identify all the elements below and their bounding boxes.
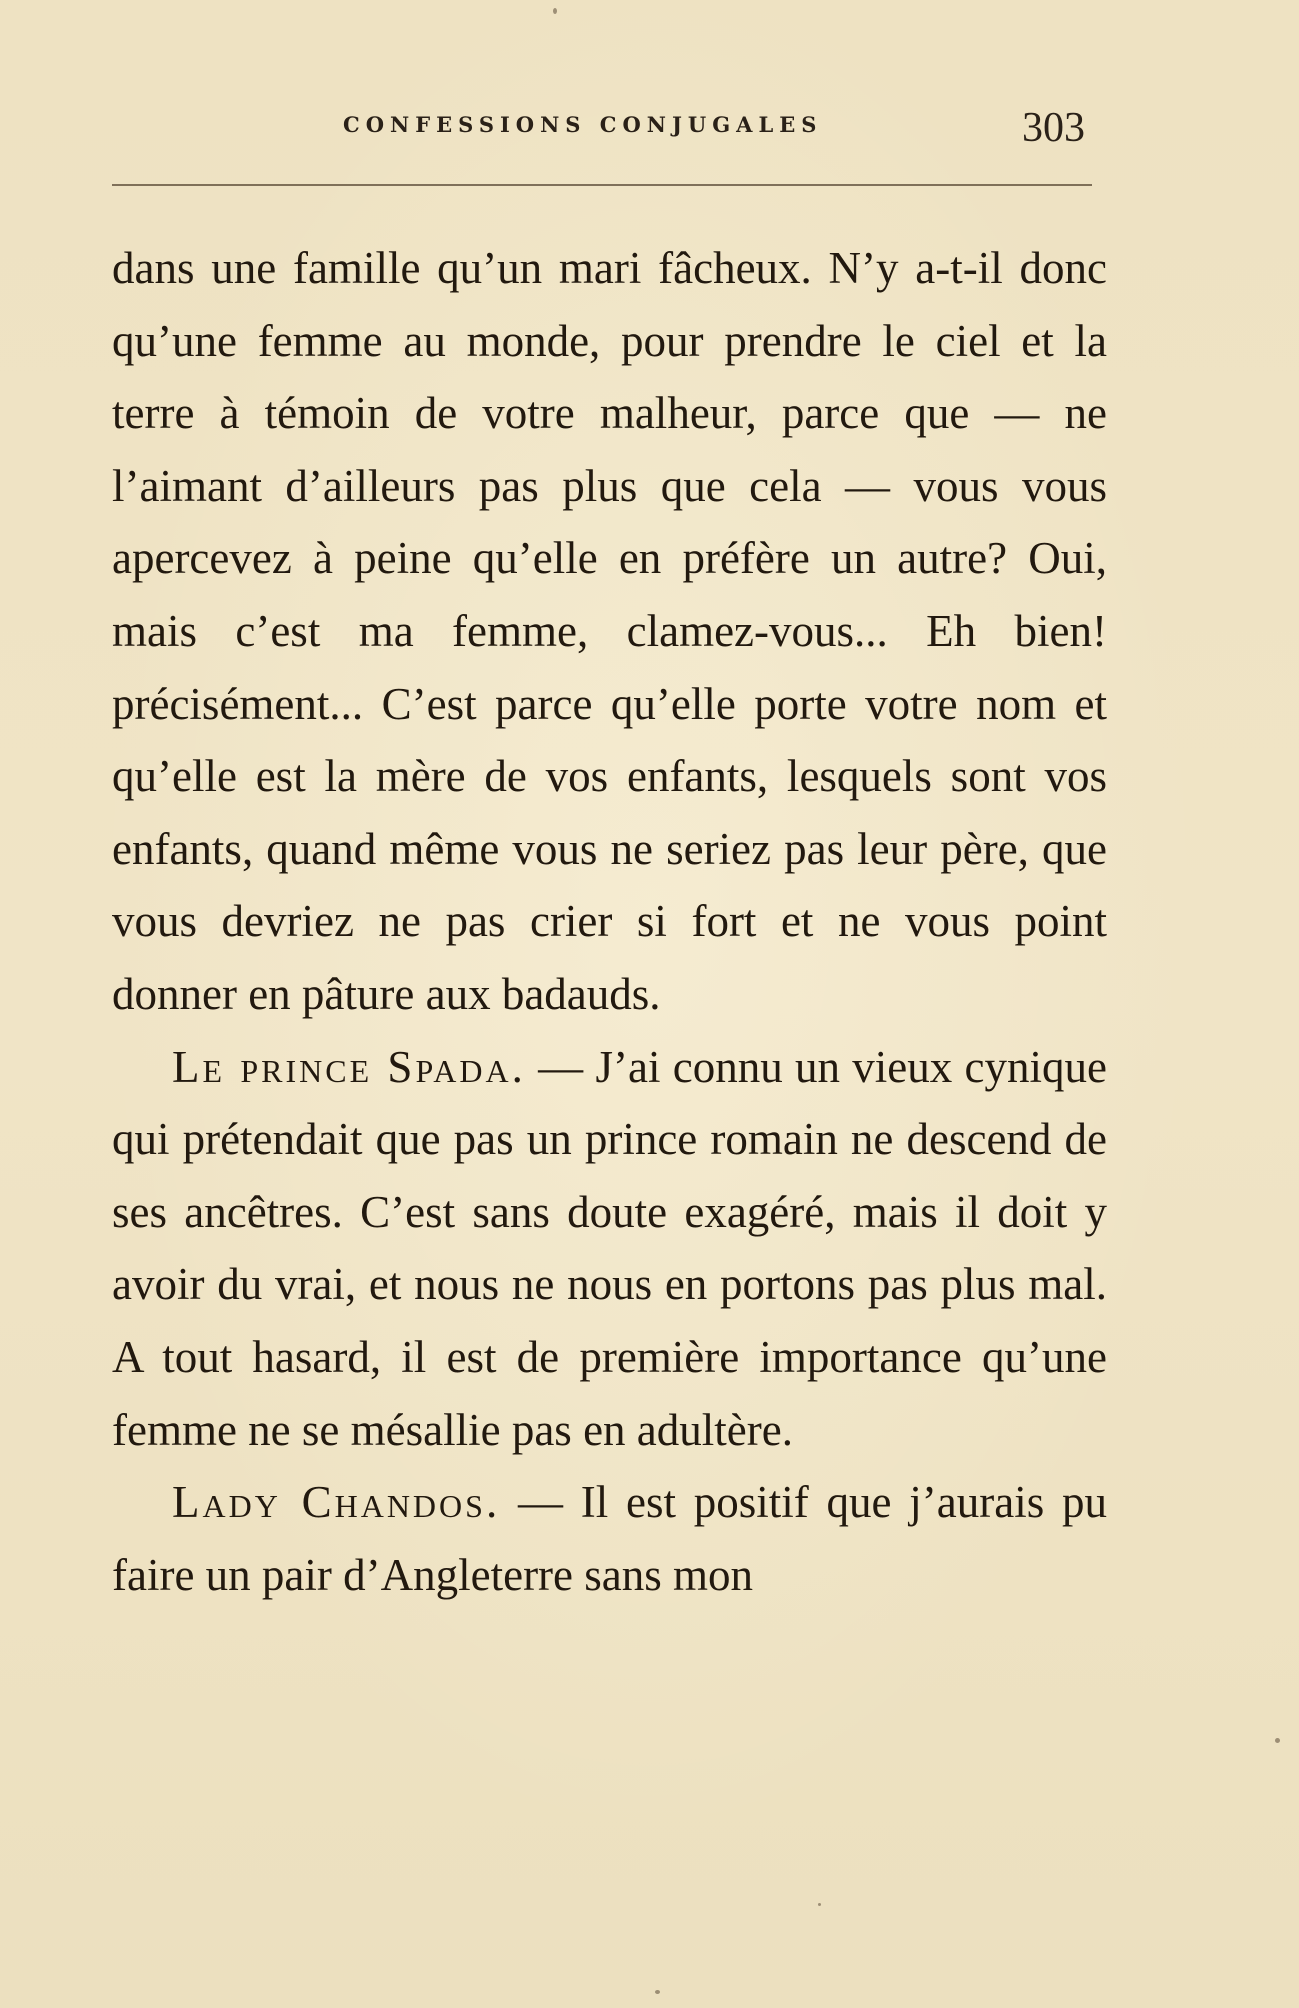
speaker-name: Le prince Spada. (172, 1041, 526, 1092)
paragraph-text: — Il est positif que j’aurais pu faire un pair d’Angleterre sans mon (112, 1477, 1107, 1600)
paper-speck (1275, 1738, 1280, 1743)
paragraph-text: — J’ai connu un vieux cynique qui prétendait que pas un prince romain ne descend de ses ancêtres. C’est sans doute exagéré, mais il doit y avoir du vrai, et nous ne nous en portons pas plus mal. A tout hasard, il est de première importance qu’une femme ne se mésallie pas en adultère. (112, 1041, 1108, 1455)
page-number: 303 (1022, 105, 1085, 151)
speaker-name: Lady Chandos. (172, 1477, 501, 1528)
paper-speck (818, 1903, 821, 1906)
running-head (0, 104, 1299, 151)
header-rule (112, 184, 1092, 186)
paper-speck (655, 1990, 660, 1994)
running-title: CONFESSIONS CONJUGALES (343, 112, 823, 137)
body-text (112, 232, 1107, 1611)
paragraph (112, 1031, 1107, 1467)
paragraph (112, 232, 1107, 1031)
paragraph (112, 1466, 1107, 1611)
paper-speck (553, 8, 557, 14)
paragraph-text: dans une famille qu’un mari fâcheux. N’y a-t-il donc qu’une femme au monde, pour prendre le ciel et la terre à témoin de votre malheur, parce que — ne l’aimant d’ailleurs pas plus que cela — vous vous apercevez à peine qu’elle en préfère un autre? Oui, mais c’est ma femme, clamez-vous... Eh bien! précisément... C’est parce qu’elle porte votre nom et qu’elle est la mère de vos enfants, lesquels sont vos enfants, quand même vous ne seriez pas leur père, que vous devriez ne pas crier si fort et ne vous point donner en pâture aux badauds. (112, 243, 1107, 1019)
